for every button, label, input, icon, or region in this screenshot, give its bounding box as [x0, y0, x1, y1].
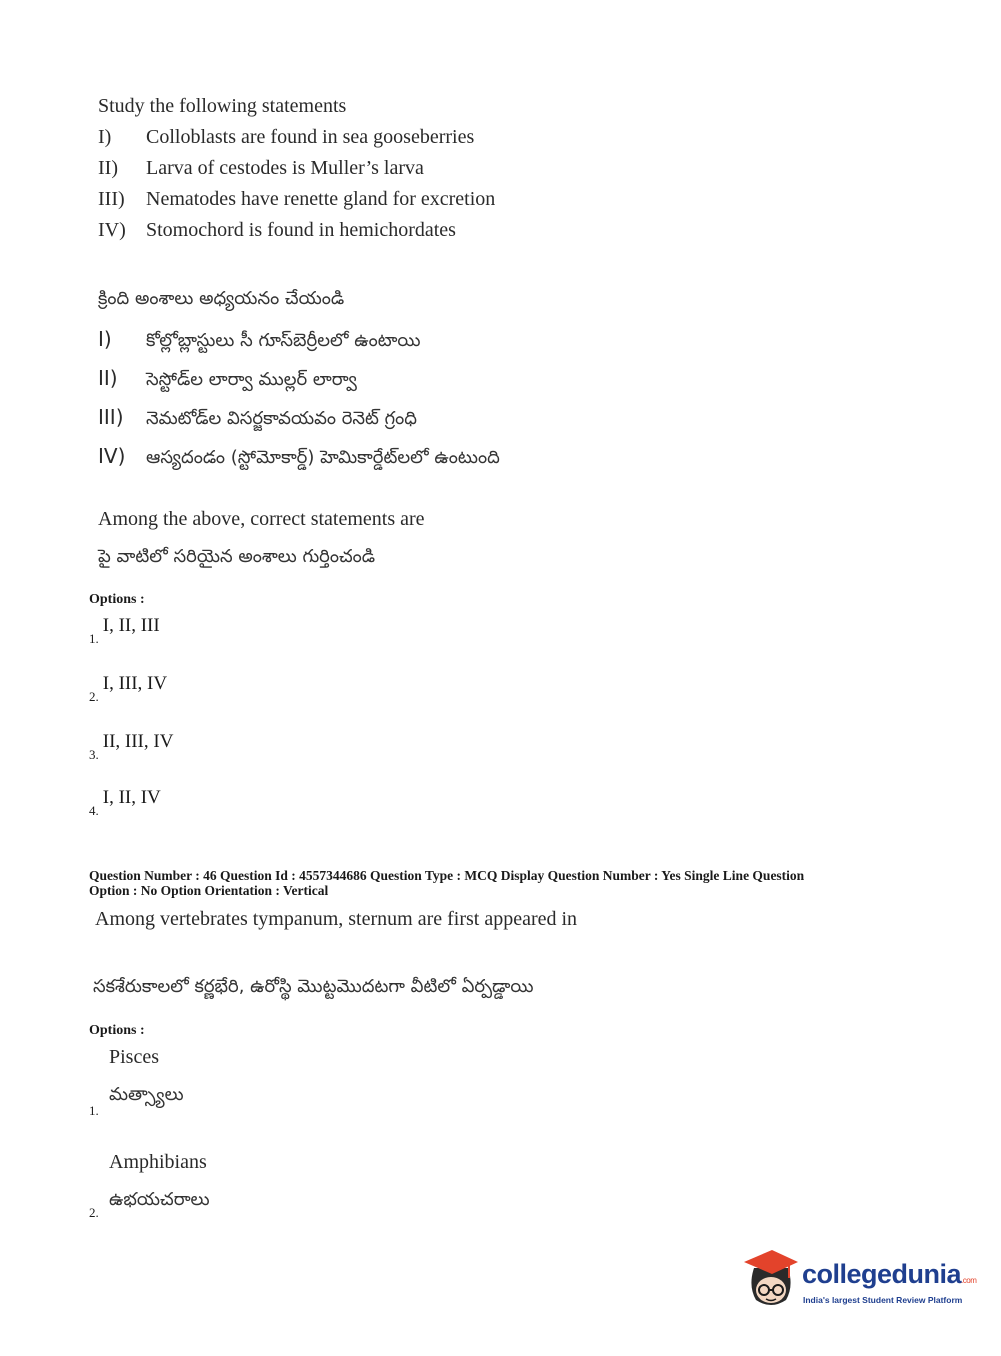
statement-text: నెమటోడ్‌ల విసర్జకావయవం రెనెట్ గ్రంధి	[146, 408, 417, 429]
statement-text: ఆస్యదండం (స్టోమోకార్డ్) హెమికార్డేట్‌లలో ఉంటుంది	[146, 447, 500, 468]
option-1[interactable]	[89, 615, 160, 646]
statement-number: I)	[98, 327, 112, 351]
statement-number: III)	[98, 188, 125, 210]
statement-en-1	[98, 126, 474, 149]
q45-intro-te: క్రింది అంశాలు అధ్యయనం చేయండి	[98, 288, 345, 309]
q46-meta-line2: Option : No Option Orientation : Vertical	[89, 883, 329, 898]
option-text-en: Amphibians	[109, 1151, 207, 1173]
option-text: I, II, IV	[102, 787, 161, 808]
statement-en-4	[98, 219, 456, 242]
option-number: 1.	[89, 1103, 99, 1118]
option-text: I, III, IV	[102, 673, 168, 694]
option-text-en: Pisces	[109, 1046, 159, 1068]
q46-meta	[89, 868, 889, 898]
option-number: 1.	[89, 631, 99, 646]
statement-number: IV)	[98, 219, 126, 241]
option-text-te: ఉభయచరాలు	[109, 1189, 210, 1210]
statement-te-2	[98, 366, 357, 394]
collegedunia-logo[interactable]	[742, 1246, 977, 1316]
option-2[interactable]	[89, 673, 168, 704]
statement-te-1	[98, 327, 421, 355]
q45-options-label: Options :	[89, 592, 145, 607]
statement-number: II)	[98, 366, 118, 390]
q46-options-label: Options :	[89, 1023, 145, 1038]
statement-text: సెస్టోడ్‌ల లార్వా ముల్లర్ లార్వా	[146, 369, 357, 390]
statement-text: Stomochord is found in hemichordates	[146, 219, 456, 241]
q46-question-en: Among vertebrates tympanum, sternum are first appeared in	[95, 908, 578, 930]
statement-te-3	[98, 405, 417, 433]
option-3[interactable]	[89, 731, 174, 762]
statement-number: IV)	[98, 444, 126, 468]
logo-tagline: India's largest Student Review Platform	[803, 1295, 963, 1305]
statement-text: Colloblasts are found in sea gooseberries	[146, 126, 475, 148]
option-number: 2.	[89, 1205, 99, 1220]
student-mascot-icon	[742, 1246, 800, 1310]
q45-intro-en: Study the following statements	[98, 95, 347, 117]
q46-option-1[interactable]	[89, 1046, 389, 1118]
logo-wordmark: collegedunia	[802, 1259, 962, 1289]
option-text: I, II, III	[102, 615, 160, 636]
statement-en-2	[98, 157, 424, 180]
option-text: II, III, IV	[102, 731, 174, 752]
q46-meta-line1: Question Number : 46 Question Id : 4557344686 Question Type : MCQ Display Question Number : Yes Single Line Question	[89, 868, 805, 883]
statement-en-3	[98, 188, 495, 211]
option-4[interactable]	[89, 787, 161, 818]
statement-number: II)	[98, 157, 118, 179]
q45-question-en: Among the above, correct statements are	[98, 508, 425, 530]
statement-number: I)	[98, 126, 112, 148]
statement-text: Nematodes have renette gland for excretion	[146, 188, 496, 210]
statement-text: కోల్లోబ్లాస్టులు సీ గూస్‌బెర్రీలలో ఉంటాయి	[146, 330, 421, 351]
statement-number: III)	[98, 405, 124, 429]
option-number: 3.	[89, 747, 99, 762]
q45-question-te: పై వాటిలో సరియైన అంశాలు గుర్తించండి	[98, 546, 376, 567]
statement-te-4	[98, 444, 500, 472]
option-number: 4.	[89, 803, 99, 818]
option-text-te: మత్స్యాలు	[109, 1084, 184, 1105]
option-number: 2.	[89, 689, 99, 704]
statement-text: Larva of cestodes is Muller’s larva	[146, 157, 424, 179]
q46-question-te: సకశేరుకాలలో కర్ణభేరి, ఉరోస్థి మొట్టమొదటగా వీటిలో ఏర్పడ్డాయి	[93, 976, 534, 997]
logo-suffix: .com	[961, 1276, 977, 1285]
q46-option-2[interactable]	[89, 1151, 389, 1223]
